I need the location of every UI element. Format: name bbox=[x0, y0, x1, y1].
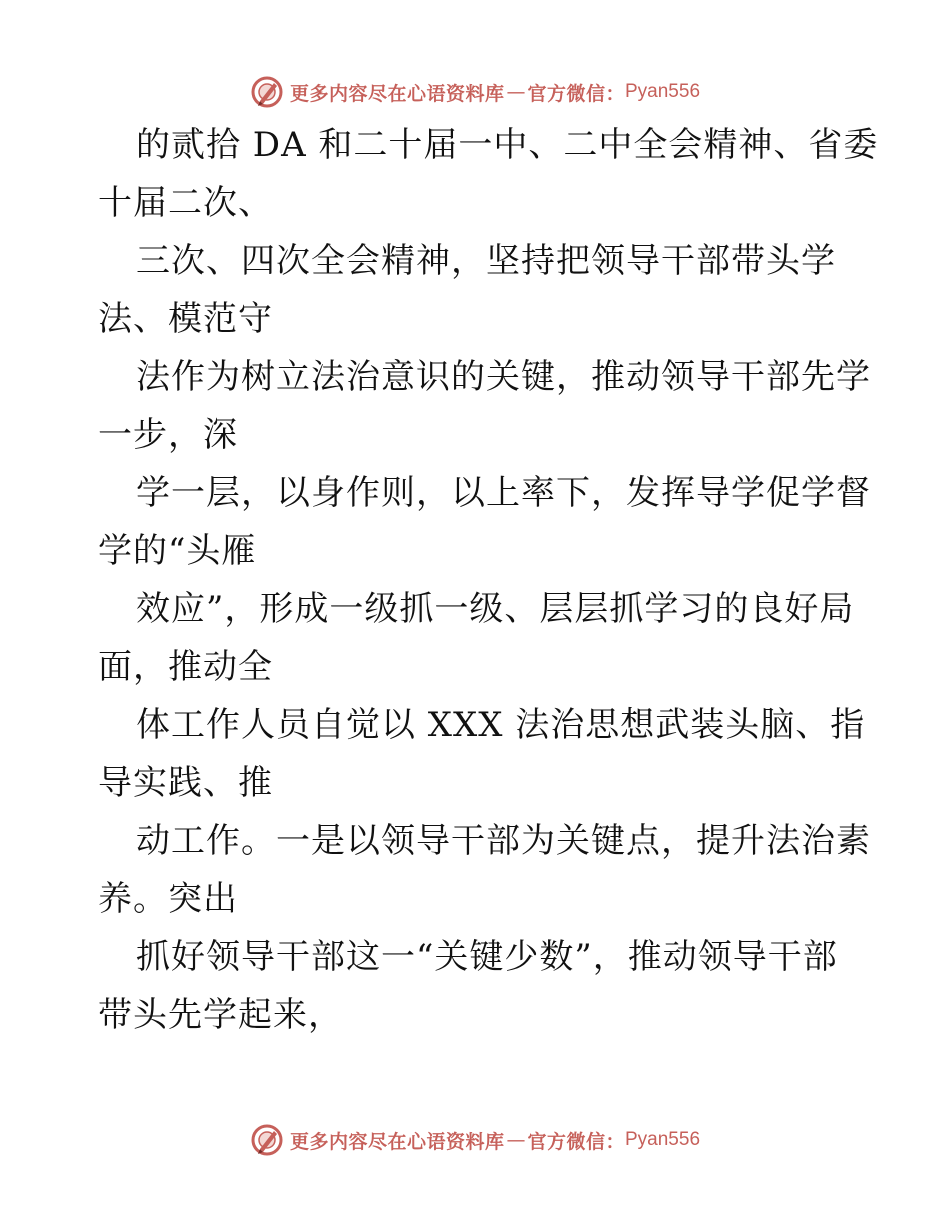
watermark-text: 更多内容尽在心语资料库 bbox=[289, 1130, 505, 1153]
document-body bbox=[98, 116, 879, 1044]
body-text-line: 抓好领导干部这一“关键少数”，推动领导干部 bbox=[136, 937, 838, 977]
body-text-line: 法作为树立法治意识的关键，推动领导干部先学 bbox=[136, 357, 871, 397]
body-text-line: 学一层，以身作则，以上率下，发挥导学促学督 bbox=[136, 473, 871, 513]
body-text-line: 导实践、推 bbox=[98, 763, 273, 803]
watermark-text: 更多内容尽在心语资料库 bbox=[289, 82, 505, 105]
body-text-line: 动工作。一是以领导干部为关键点，提升法治素 bbox=[136, 821, 871, 861]
body-text-line: 三次、四次全会精神，坚持把领导干部带头学 bbox=[136, 241, 836, 281]
pen-logo-icon bbox=[250, 1123, 284, 1157]
body-text-line: 效应”，形成一级抓一级、层层抓学习的良好局 bbox=[136, 589, 855, 629]
header-watermark bbox=[0, 72, 950, 112]
footer-watermark bbox=[0, 1120, 950, 1160]
body-text-line: 学的“头雁 bbox=[98, 531, 257, 571]
body-text-line: 带头先学起来， bbox=[98, 995, 343, 1035]
watermark-dash: — bbox=[506, 1129, 526, 1151]
body-text-line: 一步，深 bbox=[98, 415, 238, 455]
pen-logo-icon bbox=[250, 75, 284, 109]
body-text-line: 十届二次、 bbox=[98, 183, 273, 223]
body-text-line: 法、模范守 bbox=[98, 299, 273, 339]
watermark-wechat-label: 官方微信： bbox=[527, 1130, 625, 1153]
body-text-line: 面，推动全 bbox=[98, 647, 273, 687]
watermark-wechat-label: 官方微信： bbox=[527, 82, 625, 105]
watermark-wechat-id: Pyan556 bbox=[625, 81, 701, 102]
watermark-dash: — bbox=[506, 81, 526, 103]
watermark-wechat-id: Pyan556 bbox=[625, 1129, 701, 1150]
body-text-line: 的贰拾 DA 和二十届一中、二中全会精神、省委 bbox=[136, 125, 879, 165]
body-text-line: 养。突出 bbox=[98, 879, 238, 919]
body-text-line: 体工作人员自觉以 XXX 法治思想武装头脑、指 bbox=[136, 705, 866, 745]
